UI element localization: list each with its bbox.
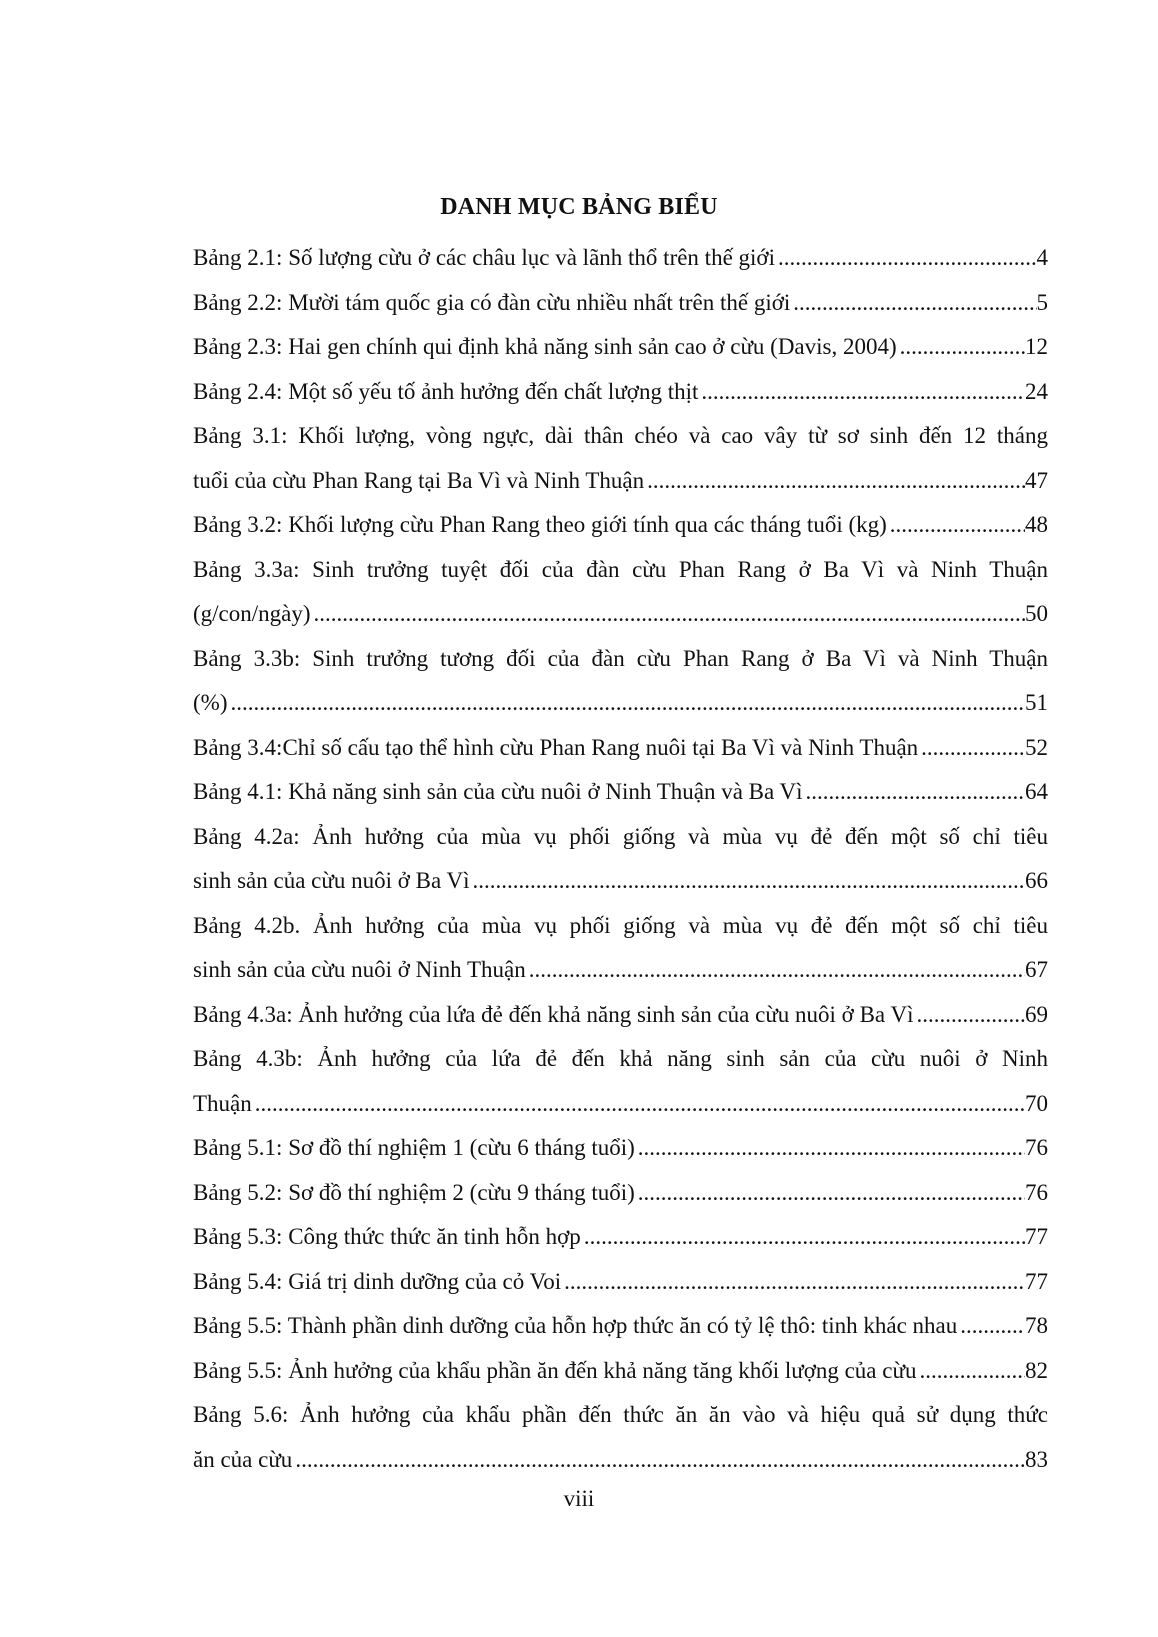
toc-entry-title-continuation: sinh sản của cừu nuôi ở Ninh Thuận (193, 957, 526, 982)
toc-entry-page-number: 52 (1025, 734, 1048, 760)
dot-leader (635, 1126, 1025, 1171)
toc-entry-title: Bảng 3.3a: Sinh trưởng tuyệt đối của đàn cừu Phan Rang ở Ba Vì và Ninh Thuận (193, 556, 1048, 582)
toc-entry-title: Bảng 4.1: Khả năng sinh sản của cừu nuôi ở Ninh Thuận và Ba Vì (193, 779, 803, 804)
toc-entry-title: Bảng 2.3: Hai gen chính qui định khả năng sinh sản cao ở cừu (Davis, 2004) (193, 334, 897, 359)
toc-entry[interactable] (193, 904, 1048, 993)
toc-entry-title-continuation: tuổi của cừu Phan Rang tại Ba Vì và Ninh Thuận (193, 467, 645, 493)
toc-entry-title: Bảng 4.3b: Ảnh hưởng của lứa đẻ đến khả năng sinh sản của cừu nuôi ở Ninh (193, 1046, 1048, 1071)
toc-entry[interactable] (193, 281, 1048, 326)
dot-leader (644, 459, 1025, 504)
toc-entry[interactable] (193, 548, 1048, 637)
table-of-tables (193, 236, 1048, 1482)
toc-entry[interactable] (193, 325, 1048, 370)
dot-leader (957, 1304, 1025, 1349)
toc-entry-title: Bảng 2.4: Một số yếu tố ảnh hưởng đến chất lượng thịt (193, 378, 699, 404)
toc-entry-leader-line (193, 993, 1048, 1038)
toc-entry-page-number: 69 (1025, 1001, 1048, 1027)
toc-entry[interactable] (193, 1260, 1048, 1305)
toc-entry-page-number: 83 (1025, 1446, 1048, 1472)
toc-entry-leader-line (193, 592, 1048, 637)
toc-entry-leader-line (193, 503, 1048, 548)
toc-entry-title: Bảng 2.2: Mười tám quốc gia có đàn cừu nhiều nhất trên thế giới (193, 289, 791, 315)
page-number: viii (563, 1486, 595, 1511)
toc-entry[interactable] (193, 726, 1048, 771)
dot-leader (918, 726, 1025, 771)
toc-entry-title: Bảng 4.2b. Ảnh hưởng của mùa vụ phối giống và mùa vụ đẻ đến một số chỉ tiêu (193, 912, 1048, 938)
dot-leader (227, 681, 1025, 726)
toc-entry-title-continuation: (g/con/ngày) (193, 601, 311, 626)
dot-leader (526, 948, 1025, 993)
toc-entry[interactable] (193, 637, 1048, 726)
toc-entry-page-number: 66 (1025, 868, 1048, 893)
toc-entry[interactable] (193, 414, 1048, 503)
dot-leader (897, 325, 1025, 370)
toc-entry-leader-line (193, 859, 1048, 904)
dot-leader (561, 1260, 1025, 1305)
toc-entry-title: Bảng 3.4:Chỉ số cấu tạo thể hình cừu Phan Rang nuôi tại Ba Vì và Ninh Thuận (193, 734, 919, 760)
toc-entry-page-number: 24 (1025, 378, 1048, 404)
toc-entry[interactable] (193, 993, 1048, 1038)
toc-entry-title: Bảng 5.3: Công thức thức ăn tinh hỗn hợp (193, 1224, 581, 1249)
toc-entry-leader-line (193, 1438, 1048, 1483)
toc-entry[interactable] (193, 1126, 1048, 1171)
toc-entry-leader-line (193, 1126, 1048, 1171)
toc-entry-leader-line (193, 281, 1048, 326)
toc-entry[interactable] (193, 1393, 1048, 1482)
toc-entry-leader-line (193, 236, 1048, 281)
toc-entry-page-number: 67 (1025, 957, 1048, 982)
dot-leader (913, 993, 1025, 1038)
toc-entry-leader-line (193, 948, 1048, 993)
dot-leader (292, 1438, 1025, 1483)
toc-entry-title-continuation: Thuận (193, 1090, 252, 1116)
toc-entry-leader-line (193, 1171, 1048, 1216)
toc-entry-title-continuation: sinh sản của cừu nuôi ở Ba Vì (193, 868, 470, 893)
dot-leader (887, 503, 1025, 548)
toc-entry[interactable] (193, 1304, 1048, 1349)
toc-entry[interactable] (193, 1215, 1048, 1260)
dot-leader (790, 281, 1036, 326)
toc-entry[interactable] (193, 1171, 1048, 1216)
toc-entry-page-number: 70 (1025, 1090, 1048, 1116)
toc-entry-page-number: 47 (1025, 467, 1048, 493)
toc-entry-title: Bảng 5.5: Ảnh hưởng của khẩu phần ăn đến khả năng tăng khối lượng của cừu (193, 1357, 917, 1383)
toc-entry-page-number: 48 (1025, 512, 1048, 537)
toc-entry[interactable] (193, 770, 1048, 815)
toc-entry-title: Bảng 5.4: Giá trị dinh dưỡng của cỏ Voi (193, 1268, 562, 1294)
toc-entry-leader-line (193, 1082, 1048, 1127)
toc-entry-title: Bảng 5.6: Ảnh hưởng của khẩu phần đến thức ăn ăn vào và hiệu quả sử dụng thức (193, 1402, 1048, 1427)
dot-leader (698, 370, 1025, 415)
toc-entry-title: Bảng 4.2a: Ảnh hưởng của mùa vụ phối giống và mùa vụ đẻ đến một số chỉ tiêu (193, 823, 1048, 849)
toc-entry-page-number: 4 (1036, 245, 1048, 270)
toc-entry[interactable] (193, 236, 1048, 281)
dot-leader (470, 859, 1025, 904)
toc-entry[interactable] (193, 370, 1048, 415)
toc-entry-leader-line (193, 681, 1048, 726)
dot-leader (635, 1171, 1025, 1216)
dot-leader (252, 1082, 1025, 1127)
toc-entry-page-number: 82 (1025, 1357, 1048, 1383)
toc-entry[interactable] (193, 815, 1048, 904)
toc-entry-page-number: 76 (1025, 1135, 1048, 1160)
dot-leader (803, 770, 1025, 815)
toc-entry-leader-line (193, 325, 1048, 370)
toc-entry-page-number: 76 (1025, 1179, 1048, 1205)
toc-entry-page-number: 64 (1025, 779, 1048, 804)
toc-entry-title: Bảng 5.2: Sơ đồ thí nghiệm 2 (cừu 9 tháng tuổi) (193, 1179, 635, 1205)
toc-entry-leader-line (193, 1215, 1048, 1260)
toc-entry-title: Bảng 5.1: Sơ đồ thí nghiệm 1 (cừu 6 tháng tuổi) (193, 1135, 635, 1160)
toc-entry-leader-line (193, 370, 1048, 415)
toc-entry-title-continuation: ăn của cừu (193, 1446, 293, 1472)
toc-entry[interactable] (193, 1349, 1048, 1394)
dot-leader (916, 1349, 1025, 1394)
toc-entry-page-number: 5 (1036, 289, 1048, 315)
toc-entry-leader-line (193, 770, 1048, 815)
toc-entry-leader-line (193, 459, 1048, 504)
toc-entry-page-number: 50 (1025, 601, 1048, 626)
page-title: DANH MỤC BẢNG BIỂU (440, 194, 718, 220)
toc-entry[interactable] (193, 503, 1048, 548)
toc-entry-page-number: 78 (1025, 1313, 1048, 1338)
toc-entry-leader-line (193, 1304, 1048, 1349)
toc-entry-leader-line (193, 726, 1048, 771)
toc-entry-title: Bảng 3.1: Khối lượng, vòng ngực, dài thân chéo và cao vây từ sơ sinh đến 12 tháng (193, 423, 1048, 448)
toc-entry-title: Bảng 2.1: Số lượng cừu ở các châu lục và lãnh thổ trên thế giới (193, 245, 775, 270)
dot-leader (581, 1215, 1025, 1260)
toc-entry-title: Bảng 5.5: Thành phần dinh dưỡng của hỗn hợp thức ăn có tỷ lệ thô: tinh khác nhau (193, 1313, 958, 1338)
toc-entry-title: Bảng 4.3a: Ảnh hưởng của lứa đẻ đến khả năng sinh sản của cừu nuôi ở Ba Vì (193, 1001, 914, 1027)
toc-entry-leader-line (193, 1349, 1048, 1394)
toc-entry-title: Bảng 3.2: Khối lượng cừu Phan Rang theo giới tính qua các tháng tuổi (kg) (193, 512, 887, 537)
toc-entry-title: Bảng 3.3b: Sinh trưởng tương đối của đàn cừu Phan Rang ở Ba Vì và Ninh Thuận (193, 645, 1048, 671)
toc-entry-page-number: 12 (1025, 334, 1048, 359)
toc-entry-page-number: 77 (1025, 1224, 1048, 1249)
toc-entry-leader-line (193, 1260, 1048, 1305)
toc-entry-page-number: 77 (1025, 1268, 1048, 1294)
dot-leader (311, 592, 1025, 637)
dot-leader (775, 236, 1037, 281)
toc-entry-page-number: 51 (1025, 690, 1048, 715)
toc-entry[interactable] (193, 1037, 1048, 1126)
toc-entry-title-continuation: (%) (193, 690, 228, 715)
